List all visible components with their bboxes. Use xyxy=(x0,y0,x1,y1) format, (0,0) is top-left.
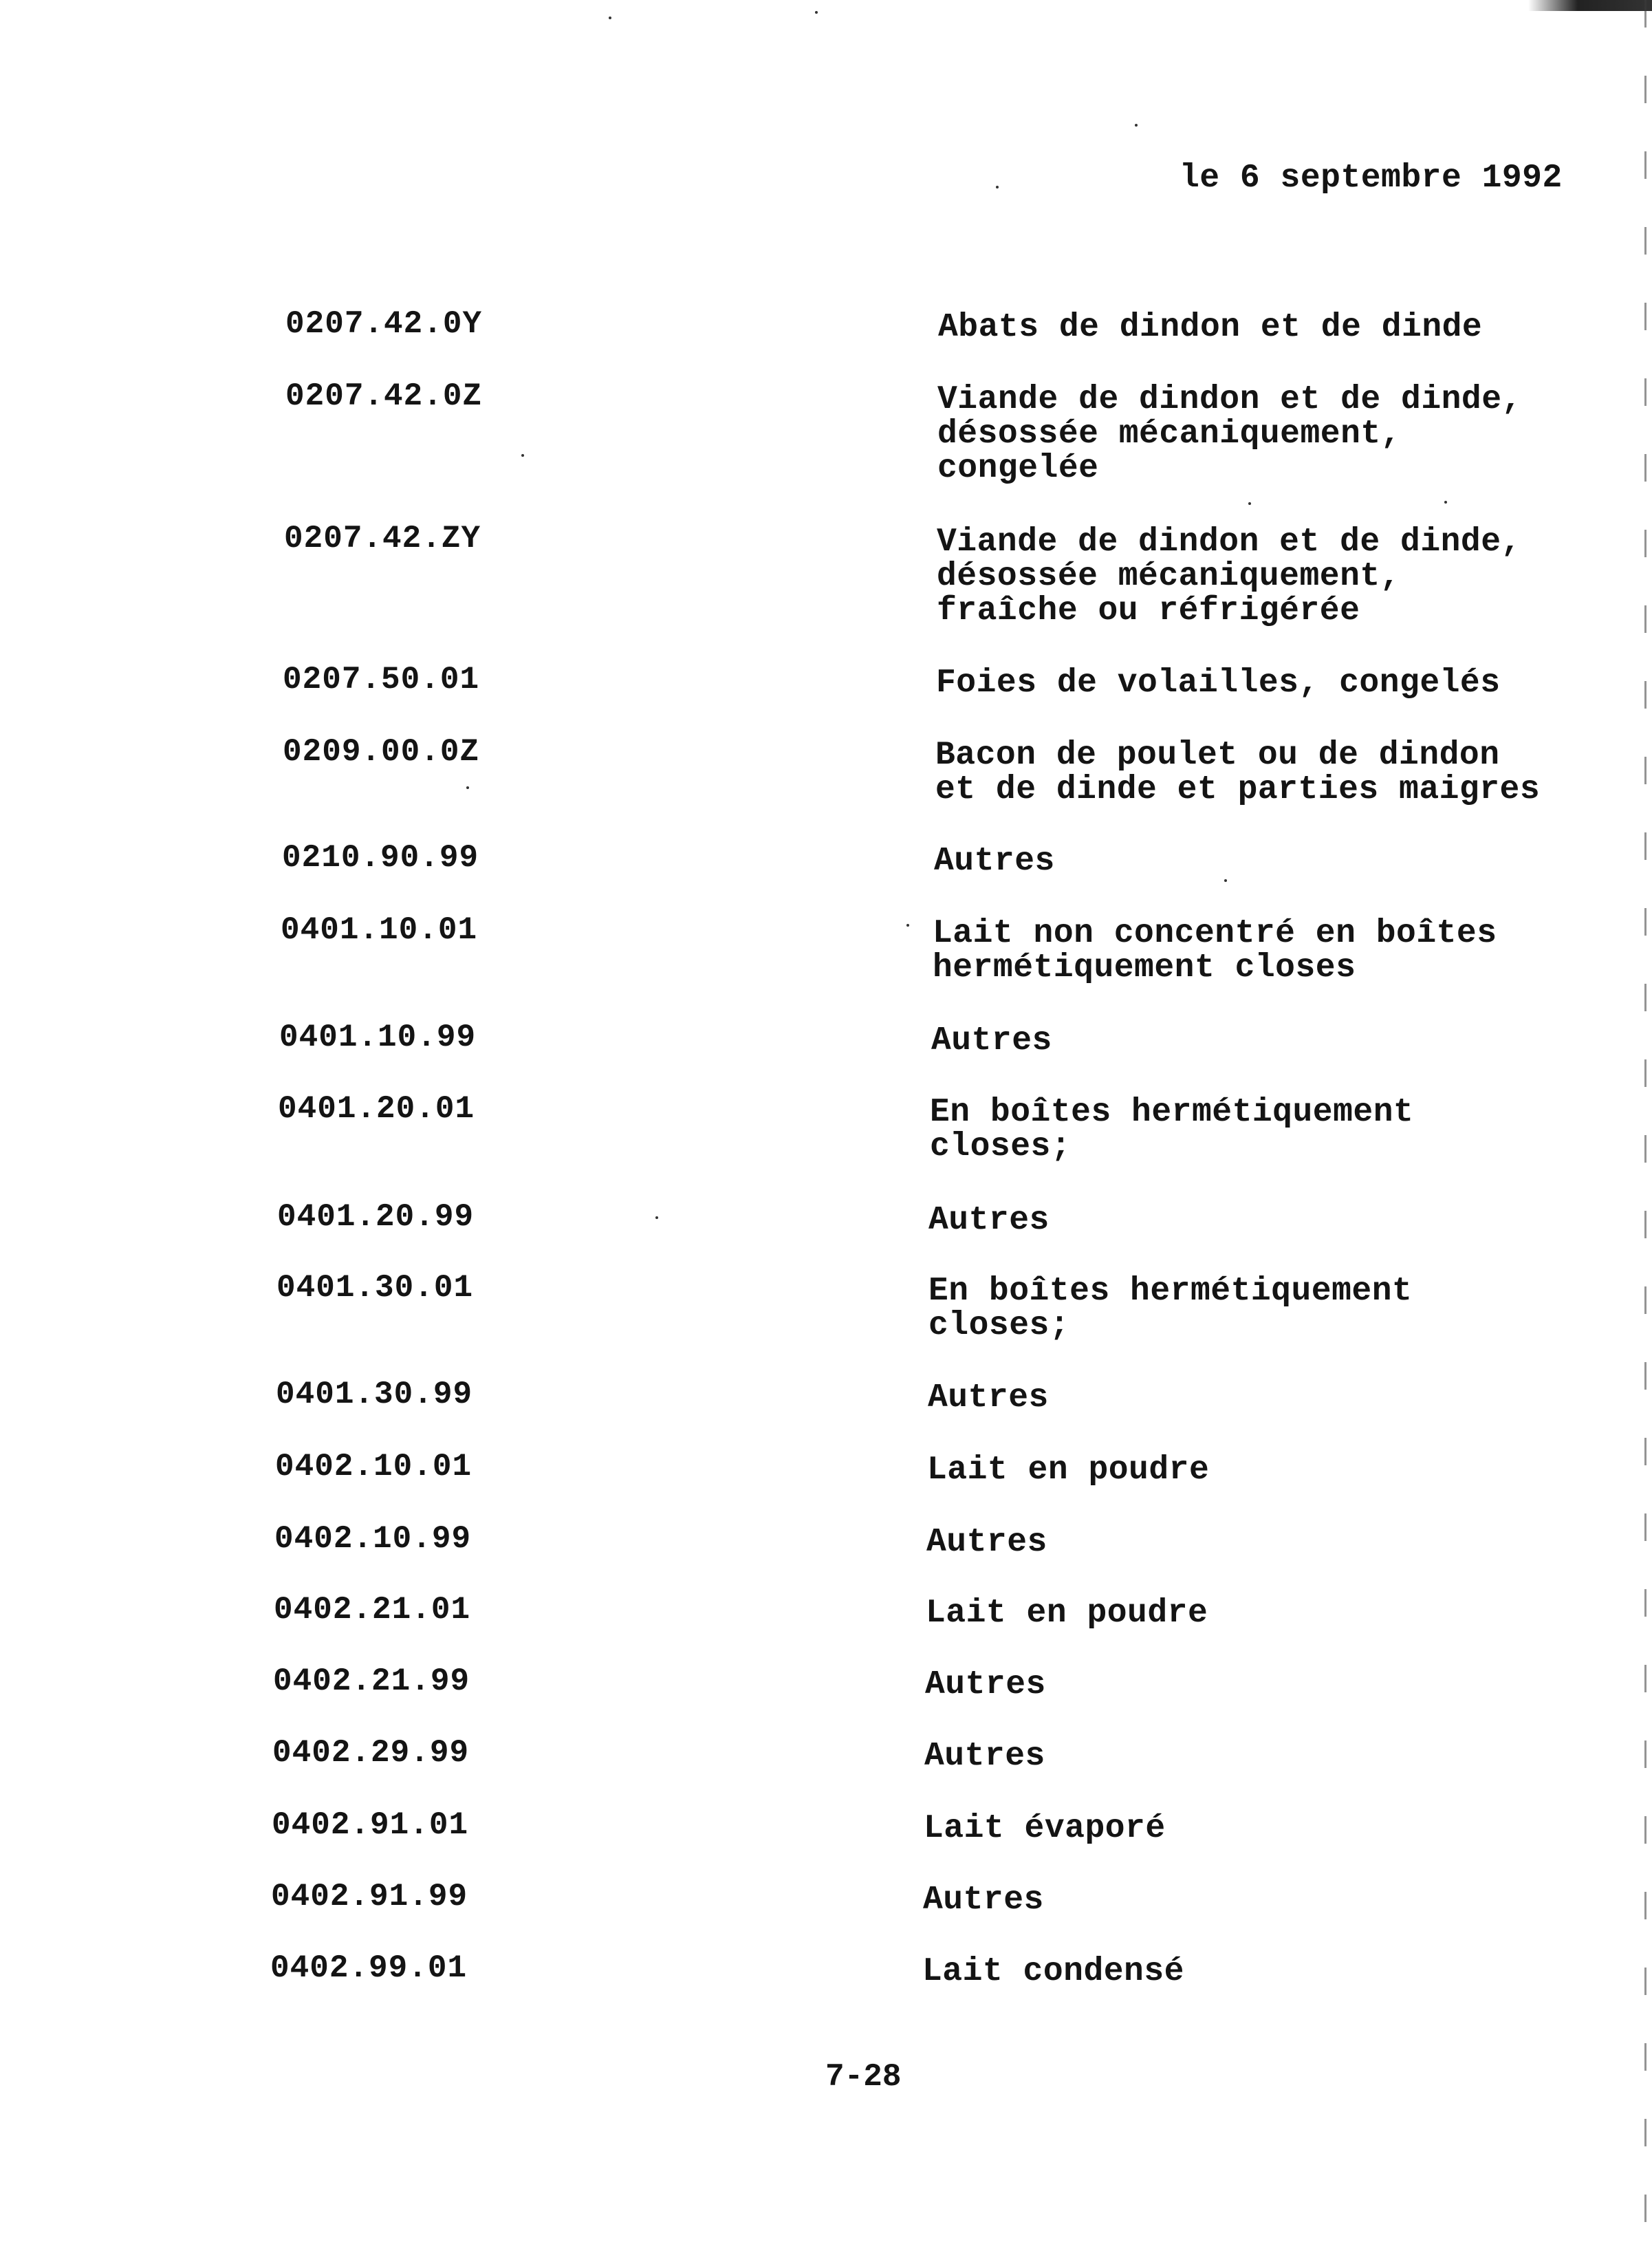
tariff-code: 0401.20.99 xyxy=(277,1199,475,1235)
tariff-code: 0401.30.01 xyxy=(276,1270,474,1306)
tariff-code: 0402.99.01 xyxy=(270,1950,468,1986)
scan-edge-artifact xyxy=(1528,0,1652,11)
tariff-description: Lait condensé xyxy=(922,1953,1184,1990)
tariff-description: En boîtes hermétiquement closes; xyxy=(928,1273,1413,1344)
scan-speck xyxy=(1135,124,1138,127)
tariff-description: Autres xyxy=(928,1202,1050,1239)
tariff-description: Autres xyxy=(928,1379,1049,1416)
tariff-code: 0207.42.ZY xyxy=(284,521,481,557)
tariff-description: Autres xyxy=(924,1738,1045,1775)
tariff-description: Lait en poudre xyxy=(927,1452,1210,1489)
scan-speck xyxy=(521,454,524,457)
tariff-code: 0402.91.99 xyxy=(271,1879,468,1915)
tariff-description: Foies de volailles, congelés xyxy=(936,665,1501,702)
tariff-code: 0402.10.99 xyxy=(274,1521,472,1557)
tariff-code: 0207.42.0Y xyxy=(285,306,483,342)
tariff-description: En boîtes hermétiquement closes; xyxy=(930,1094,1414,1165)
tariff-description: Abats de dindon et de dinde xyxy=(938,309,1483,346)
tariff-description: Lait non concentré en boîtes hermétiquement closes xyxy=(933,915,1497,987)
tariff-code: 0402.21.99 xyxy=(273,1663,470,1699)
scan-speck xyxy=(1224,879,1227,882)
tariff-code: 0401.30.99 xyxy=(276,1377,473,1412)
tariff-code: 0209.00.0Z xyxy=(283,734,480,770)
tariff-code: 0401.10.01 xyxy=(281,912,478,948)
tariff-description: Autres xyxy=(923,1882,1044,1919)
tariff-description: Viande de dindon et de dinde, désossée mécaniquement, congelée xyxy=(937,381,1522,487)
tariff-description: Lait en poudre xyxy=(926,1595,1208,1632)
tariff-description: Autres xyxy=(926,1524,1047,1561)
tariff-description: Autres xyxy=(925,1666,1046,1703)
scan-speck xyxy=(996,186,999,188)
scan-speck xyxy=(1248,502,1251,505)
scan-speck xyxy=(906,924,909,927)
tariff-code: 0207.50.01 xyxy=(283,662,480,698)
tariff-description: Autres xyxy=(934,843,1055,880)
scan-speck xyxy=(1444,501,1447,504)
scan-speck xyxy=(609,17,611,19)
tariff-description: Autres xyxy=(931,1022,1052,1059)
document-date: le 6 septembre 1992 xyxy=(1180,160,1563,197)
tariff-code: 0210.90.99 xyxy=(282,840,479,876)
tariff-code: 0402.10.01 xyxy=(275,1449,472,1485)
tariff-code: 0402.29.99 xyxy=(272,1735,470,1771)
tariff-description: Viande de dindon et de dinde, désossée mécaniquement, fraîche ou réfrigérée xyxy=(937,524,1521,629)
tariff-description: Bacon de poulet ou de dindon et de dinde et parties maigres xyxy=(935,737,1541,808)
tariff-code: 0401.20.01 xyxy=(278,1091,475,1127)
tariff-code: 0402.21.01 xyxy=(274,1592,471,1628)
tariff-code: 0401.10.99 xyxy=(279,1020,477,1055)
scan-edge-artifact xyxy=(1644,0,1646,2242)
scan-speck xyxy=(815,11,818,14)
page-number: 7-28 xyxy=(825,2059,902,2095)
tariff-code: 0207.42.0Z xyxy=(285,378,483,414)
scan-speck xyxy=(466,786,469,789)
scan-speck xyxy=(655,1216,658,1219)
tariff-code: 0402.91.01 xyxy=(272,1807,469,1843)
tariff-description: Lait évaporé xyxy=(924,1810,1166,1847)
